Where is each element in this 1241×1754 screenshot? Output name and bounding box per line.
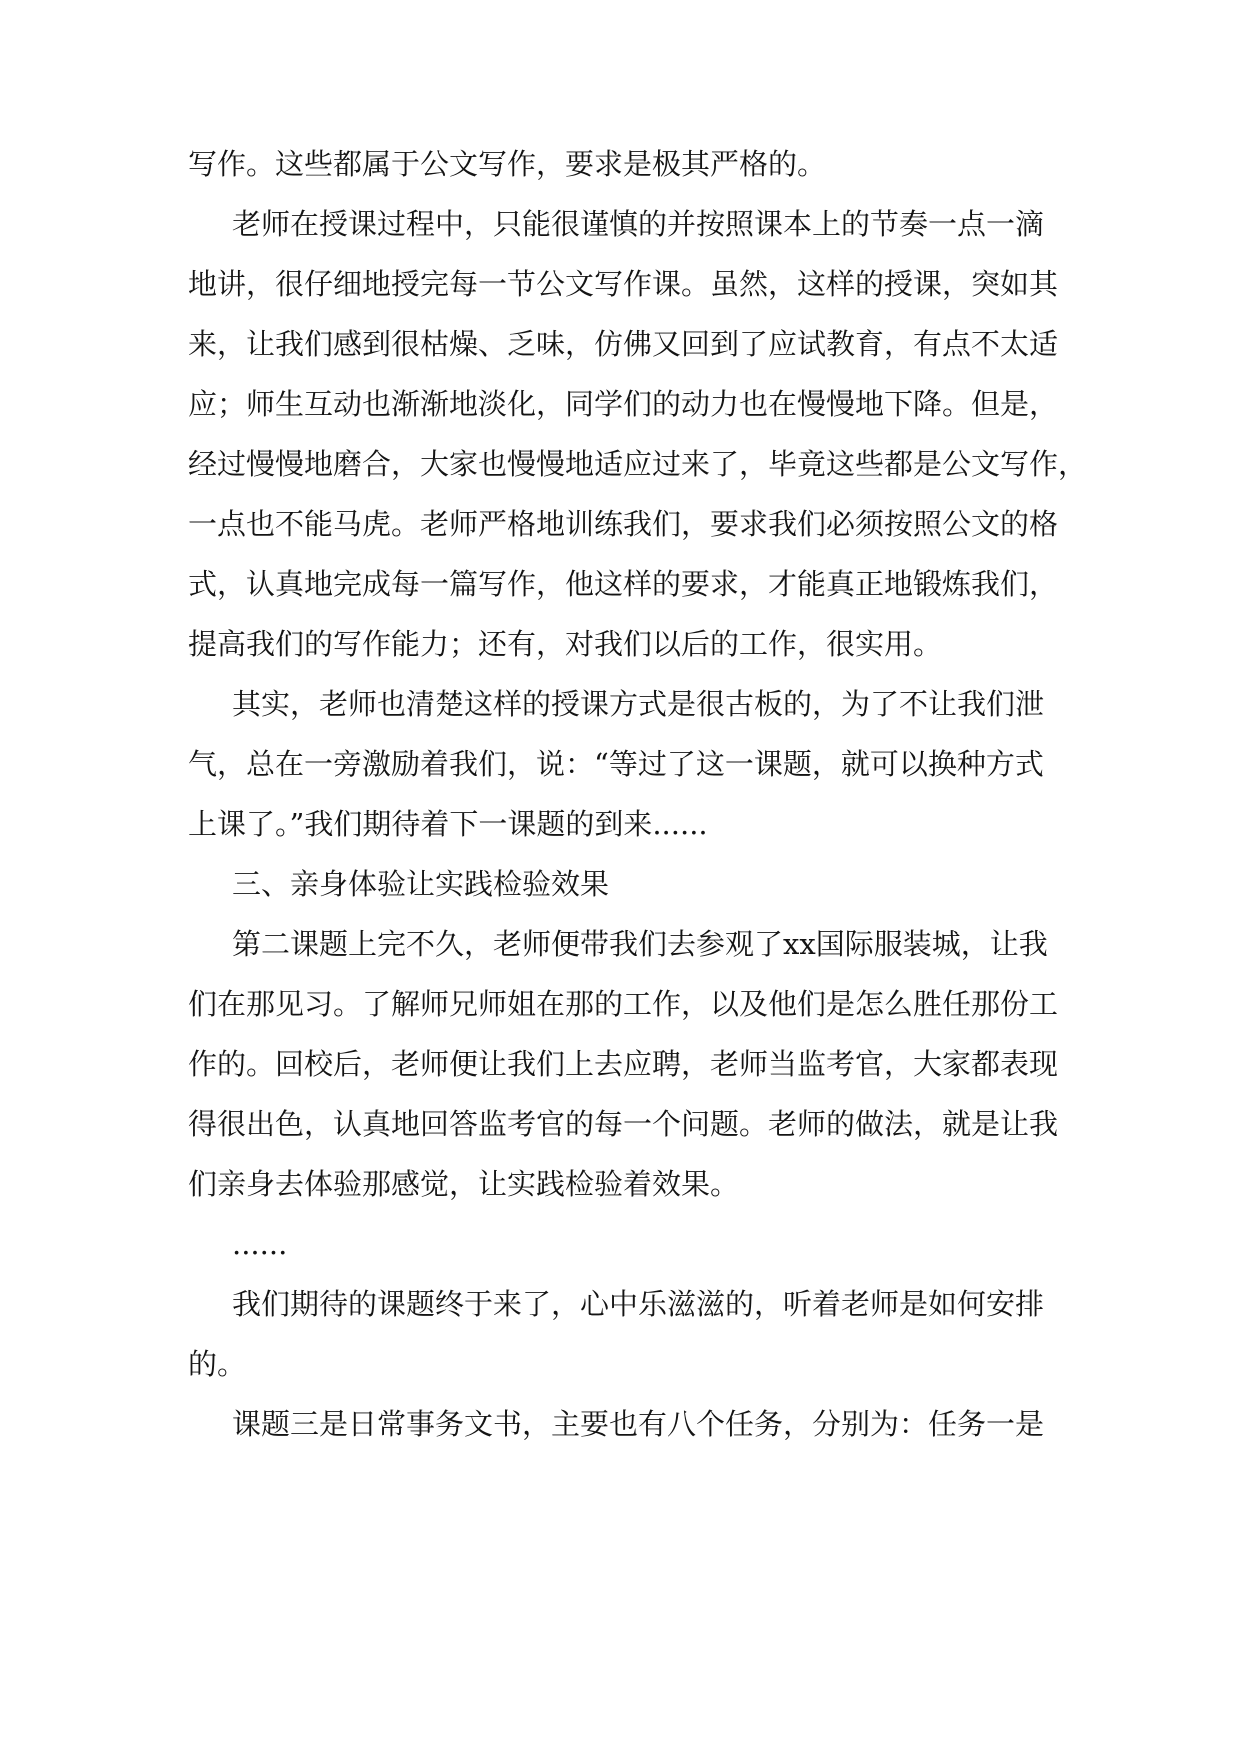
text-line-15: 们在那见习。了解师兄师姐在那的工作，以及他们是怎么胜任那份工 bbox=[188, 987, 1059, 1021]
text-line-4: 来，让我们感到很枯燥、乏味，仿佛又回到了应试教育，有点不太适 bbox=[188, 327, 1059, 361]
text-line-21: 的。 bbox=[188, 1347, 247, 1381]
text-line-16: 作的。回校后，老师便让我们上去应聘，老师当监考官，大家都表现 bbox=[188, 1047, 1059, 1081]
text-line-1: 写作。这些都属于公文写作，要求是极其严格的。 bbox=[188, 147, 827, 181]
text-line-10: 其实，老师也清楚这样的授课方式是很古板的，为了不让我们泄 bbox=[232, 687, 1045, 721]
text-line-2: 老师在授课过程中，只能很谨慎的并按照课本上的节奏一点一滴 bbox=[232, 207, 1045, 241]
text-line-14: 第二课题上完不久，老师便带我们去参观了xx国际服装城，让我 bbox=[232, 927, 1048, 961]
ellipsis-line: ...... bbox=[232, 1227, 288, 1261]
text-line-8: 式，认真地完成每一篇写作，他这样的要求，才能真正地锻炼我们， bbox=[188, 567, 1059, 601]
text-line-18: 们亲身去体验那感觉，让实践检验着效果。 bbox=[188, 1167, 740, 1201]
text-line-6: 经过慢慢地磨合，大家也慢慢地适应过来了，毕竟这些都是公文写作， bbox=[188, 447, 1088, 481]
text-line-9: 提高我们的写作能力；还有，对我们以后的工作，很实用。 bbox=[188, 627, 943, 661]
text-line-12: 上课了。”我们期待着下一课题的到来...... bbox=[188, 807, 708, 841]
text-line-17: 得很出色，认真地回答监考官的每一个问题。老师的做法，就是让我 bbox=[188, 1107, 1059, 1141]
text-line-7: 一点也不能马虎。老师严格地训练我们，要求我们必须按照公文的格 bbox=[188, 507, 1059, 541]
text-line-22: 课题三是日常事务文书，主要也有八个任务，分别为：任务一是 bbox=[232, 1407, 1045, 1441]
text-line-3: 地讲，很仔细地授完每一节公文写作课。虽然，这样的授课，突如其 bbox=[188, 267, 1059, 301]
text-line-5: 应；师生互动也渐渐地淡化，同学们的动力也在慢慢地下降。但是， bbox=[188, 387, 1059, 421]
text-line-20: 我们期待的课题终于来了，心中乐滋滋的，听着老师是如何安排 bbox=[232, 1287, 1045, 1321]
section-heading: 三、亲身体验让实践检验效果 bbox=[232, 867, 610, 901]
text-line-11: 气，总在一旁激励着我们，说：“等过了这一课题，就可以换种方式 bbox=[188, 747, 1044, 781]
